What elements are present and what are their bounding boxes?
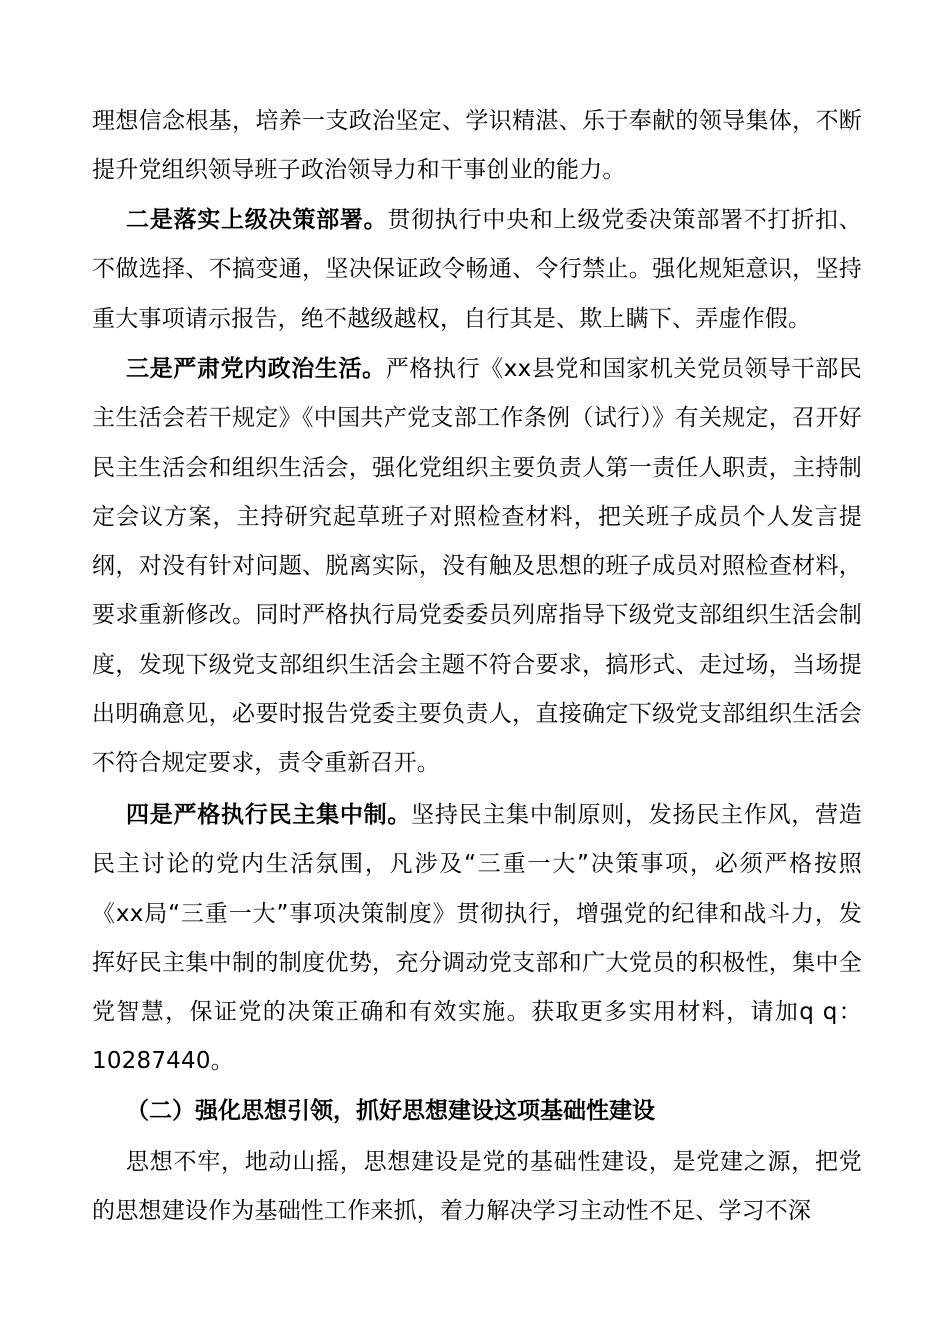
- section-heading: （二）强化思想引领，抓好思想建设这项基础性建设: [126, 1098, 655, 1124]
- paragraph-lead: 三是严肃党内政治生活。: [126, 356, 386, 382]
- paragraph-democratic-centralism: [92, 791, 862, 1087]
- paragraph-text: 坚持民主集中制原则，发扬民主作风，营造民主讨论的党内生活氛围，凡涉及“三重一大”决策事项，必须严格按照《xx局“三重一大”事项决策制度》贯彻执行，增强党的纪律和战斗力，发挥好民主集中制的制度优势，充分调动党支部和广大党员的积极性，集中全党智慧，保证党的决策正确和有效实施。获取更多实用材料，请加q q：10287440。: [92, 802, 862, 1075]
- paragraph-lead: 四是严格执行民主集中制。: [126, 802, 412, 828]
- paragraph-ideological-building: [92, 1138, 862, 1237]
- paragraph-decision-deployment: [92, 196, 862, 344]
- paragraph-continuation: [92, 97, 862, 196]
- paragraph-lead: 二是落实上级决策部署。: [126, 207, 388, 233]
- paragraph-text: 贯彻执行中央和上级党委决策部署不打折扣、不做选择、不搞变通，坚决保证政令畅通、令行禁止。强化规矩意识，坚持重大事项请示报告，绝不越级越权，自行其是、欺上瞒下、弄虚作假。: [92, 207, 862, 332]
- paragraph-political-life: [92, 345, 862, 789]
- paragraph-text: 思想不牢，地动山摇，思想建设是党的基础性建设，是党建之源，把党的思想建设作为基础性工作来抓，着力解决学习主动性不足、学习不深: [92, 1149, 862, 1225]
- paragraph-text: 严格执行《xx县党和国家机关党员领导干部民主生活会若干规定》《中国共产党支部工作条例（试行）》有关规定，召开好民主生活会和组织生活会，强化党组织主要负责人第一责任人职责，主持制定会议方案，主持研究起草班子对照检查材料，把关班子成员个人发言提纲，对没有针对问题、脱离实际，没有触及思想的班子成员对照检查材料，要求重新修改。同时严格执行局党委委员列席指导下级党支部组织生活会制度，发现下级党支部组织生活会主题不符合要求，搞形式、走过场，当场提出明确意见，必要时报告党委主要负责人，直接确定下级党支部组织生活会不符合规定要求，责令重新召开。: [92, 356, 862, 777]
- paragraph-text: 理想信念根基，培养一支政治坚定、学识精湛、乐于奉献的领导集体，不断提升党组织领导班子政治领导力和干事创业的能力。: [92, 108, 862, 184]
